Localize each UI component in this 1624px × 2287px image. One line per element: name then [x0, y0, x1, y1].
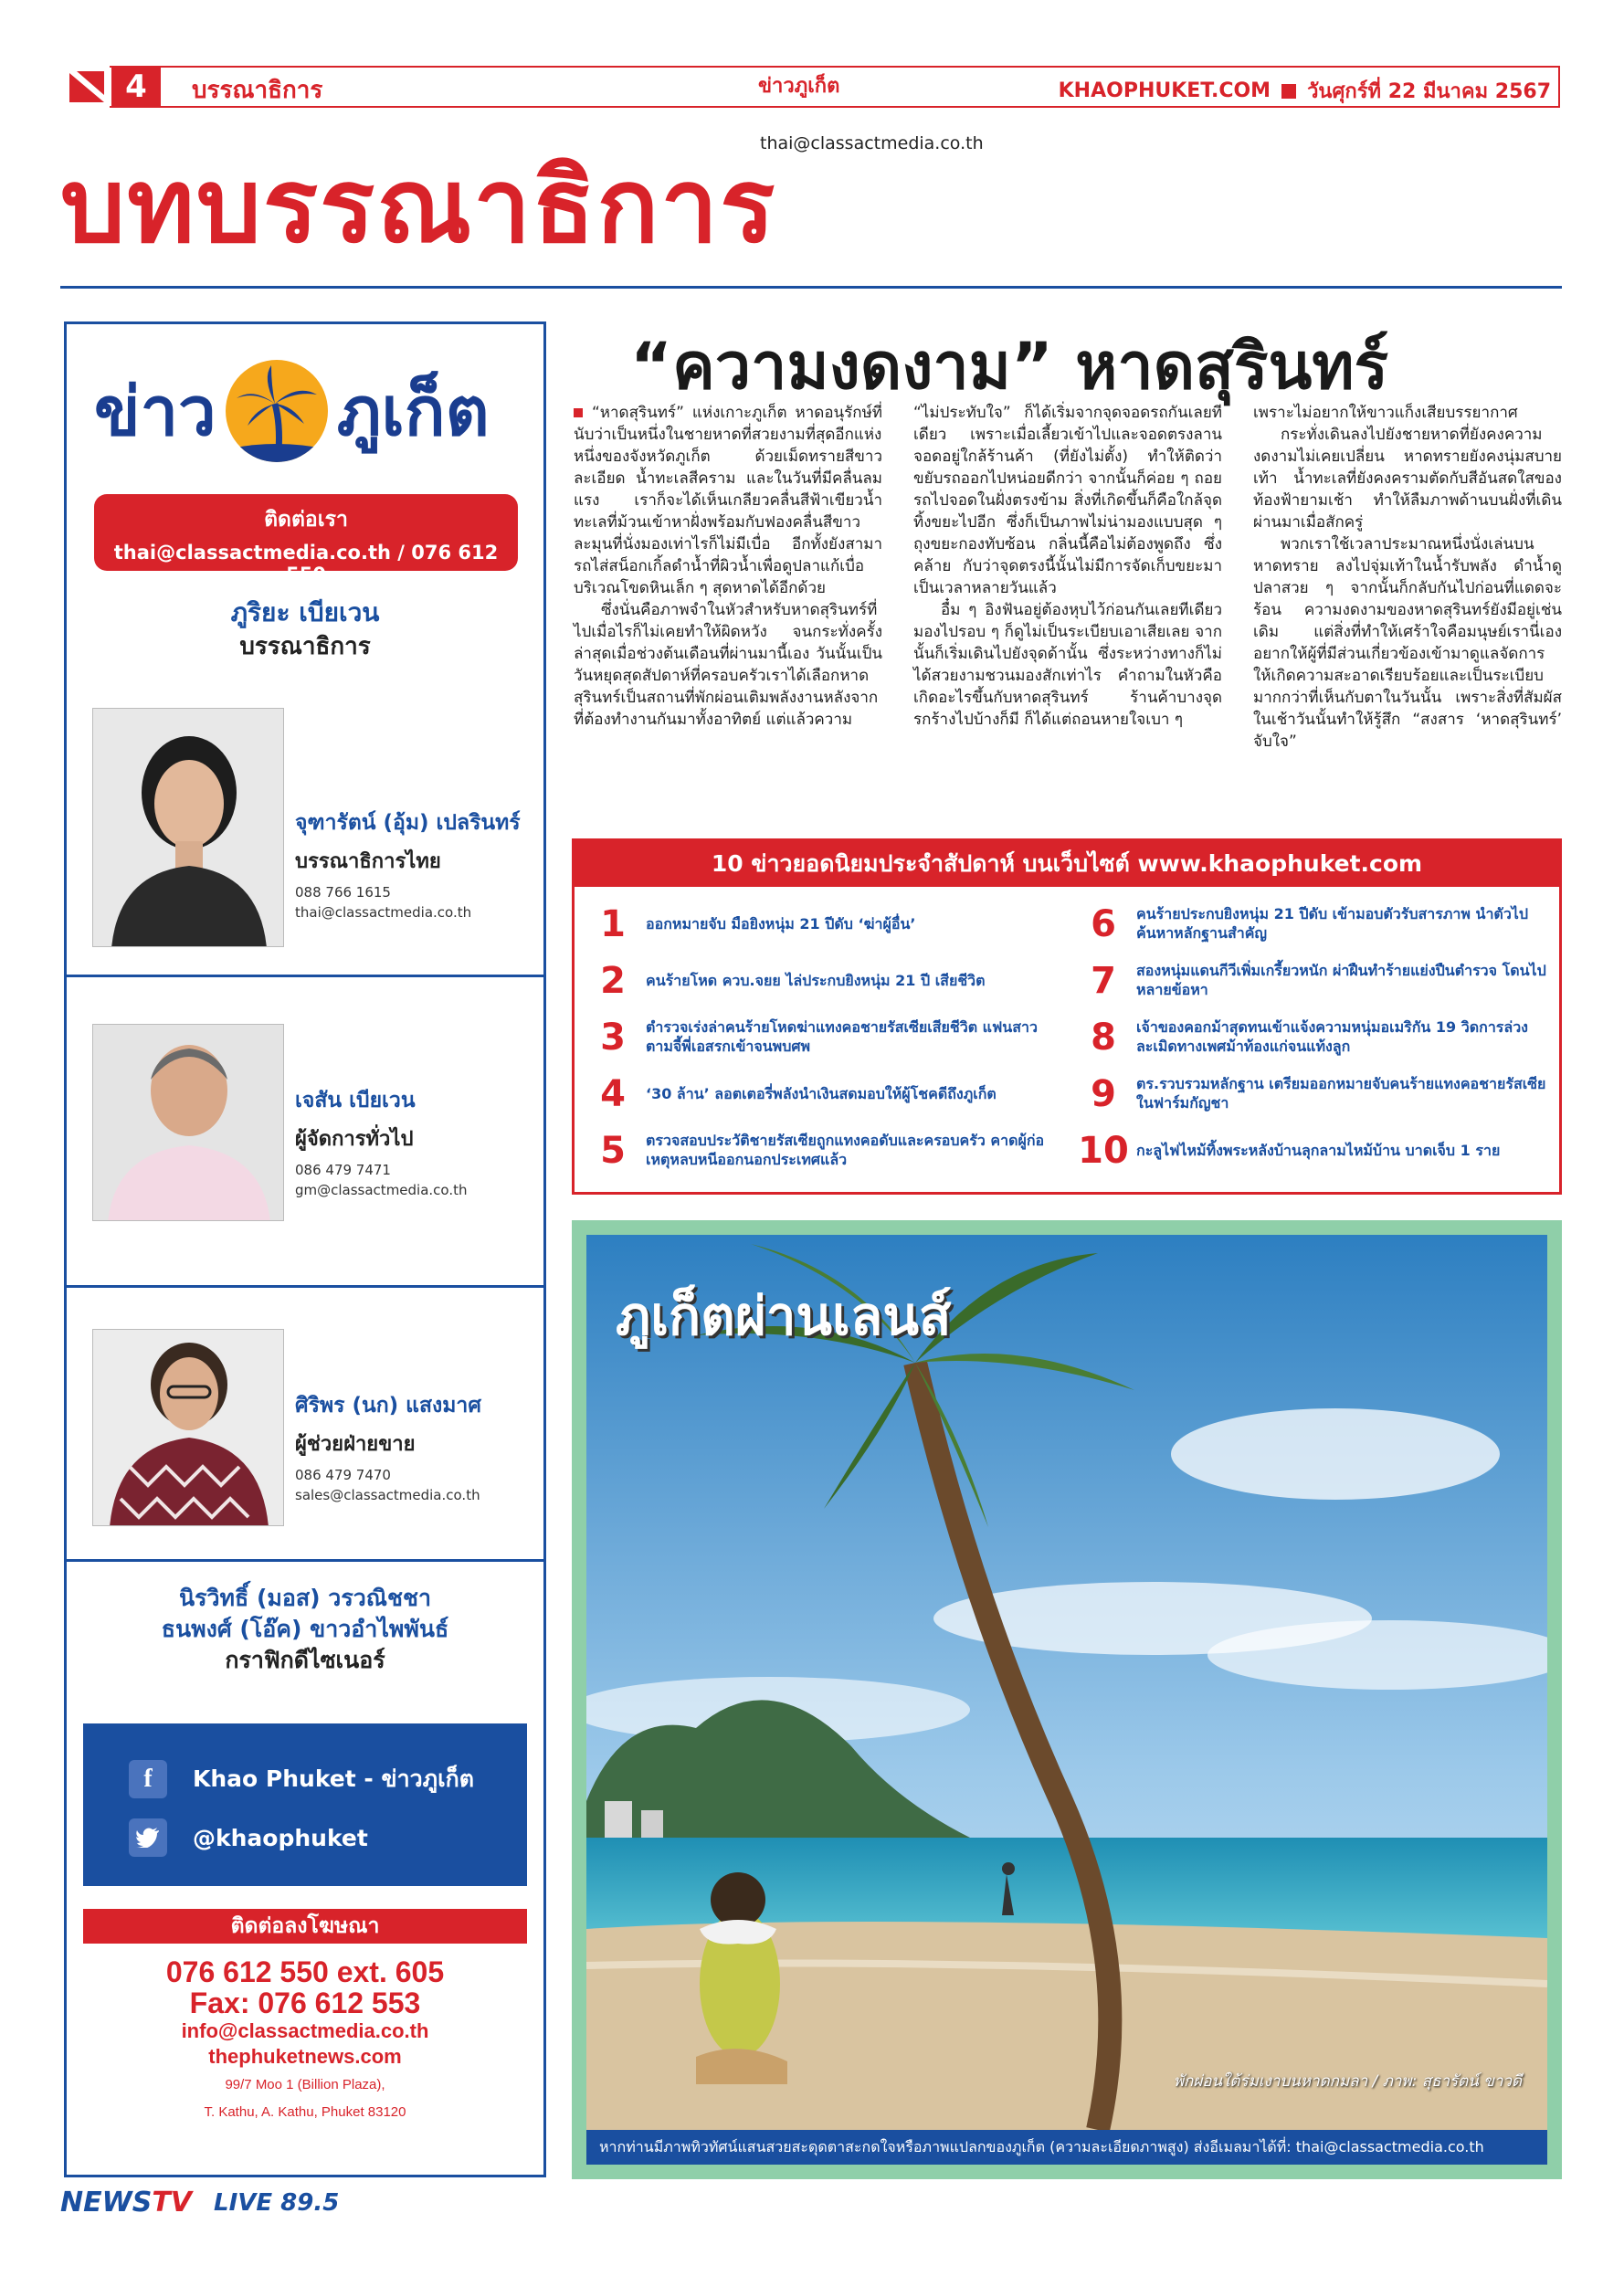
editor-role: บรรณาธิการ: [239, 633, 371, 660]
article-column: [574, 402, 882, 818]
article-paragraph: “ไม่ประทับใจ” ก็ได้เริ่มจากจุดจอดรถกันเลยทีเดียว เพราะเมื่อเลี้ยวเข้าไปและจอดตรงลานจอดอยู่ใกล้ร้านค้า (ที่ยังไม่ตั้ง) ทำให้ติดว่าขยับรถออกไปหน่อยดีกว่า จากนั้นก็ค่อย ๆ ถอยรถไปจอดในฝั่งตรงข้าม สิ่งที่เกิดขึ้นก็คือใกล้จุดทิ้งขยะไปอีก ซึ่งก็เป็นภาพไม่น่ามองแบบสุด ๆ ถุงขยะกองทับซ้อน กลิ่นนี้คือไม่ต้องพูดถึง ซึ่งคล้าย กับว่าจุดตรงนี้นั้นไม่มีการจัดเก็บขยะมาเป็นเวลาหลายวันแล้ว: [913, 404, 1222, 597]
staff-phone: 086 479 7471: [295, 1162, 391, 1178]
ad-contact-details: [67, 1957, 543, 2124]
section-name: บรรณาธิการ: [192, 77, 323, 104]
article-paragraph: พวกเราใช้เวลาประมาณหนึ่งนั่งเล่นบนหาดทราย ลงไปจุ่มเท้าในน้ำรับพลัง ดำน้ำดูปลาสวย ๆ จากนั้นก็กลับกันไปก่อนที่แดดจะร้อน ความงดงามของหาดสุรินทร์ยังมีอยู่เช่นเดิม แต่สิ่งที่ทำให้เศร้าใจคือมนุษย์เรานี่เอง อยากให้ผู้ที่มีส่วนเกี่ยวข้องเข้ามาดูแลจัดการให้เกิดความสะอาดเรียบร้อยและเป็นระเบียบมากกว่าที่เห็นกับตาในวันนั้น เพราะสิ่งที่สัมผัสในเช้าวันนั้นทำให้รู้สึก “สงสาร ‘หาดสุรินทร์’ จับใจ”: [1253, 535, 1562, 751]
title-divider: [60, 286, 1562, 289]
page-number: 4: [111, 66, 161, 108]
top-news-item[interactable]: [1078, 1009, 1546, 1066]
photo-caption: พักผ่อนใต้ร่มเงาบนหาดกมลา / ภาพ: สุธารัตน์ ขาวดี: [1173, 2072, 1522, 2091]
brand-logo: [94, 357, 490, 465]
rank-number: 4: [600, 1073, 626, 1115]
headline: ตรวจสอบประวัติชายรัสเซียถูกแทงคอดับและครอบครัว คาดผู้ก่อเหตุหลบหนีออกนอกประเทศแล้ว: [646, 1132, 1045, 1168]
top-news-item[interactable]: [587, 953, 1056, 1009]
address-line-2: T. Kathu, A. Kathu, Phuket 83120: [204, 2104, 406, 2121]
staff-divider: [67, 1559, 543, 1562]
headline: ออกหมายจับ มือยิงหนุ่ม 21 ปีดับ ‘ฆ่าผู้อื่น’: [646, 914, 916, 933]
contact-value: thai@classactmedia.co.th / 076 612 550: [113, 542, 499, 585]
staff-email: gm@classactmedia.co.th: [295, 1182, 468, 1198]
facebook-label: Khao Phuket - ข่าวภูเก็ต: [193, 1765, 475, 1792]
headline: คนร้ายประกบยิงหนุ่ม 21 ปีดับ เข้ามอบตัวรับสารภาพ นำตัวไปค้นหาหลักฐานสำคัญ: [1136, 905, 1528, 942]
graphic-designers: [67, 1583, 543, 1675]
address-line-1: 99/7 Moo 1 (Billion Plaza),: [225, 2077, 385, 2093]
staff-photo: [92, 708, 284, 947]
top-news-item[interactable]: [1078, 1066, 1546, 1122]
page-title: บทบรรณาธิการ: [60, 147, 777, 266]
rank-number: 1: [600, 903, 626, 945]
rank-number: 8: [1091, 1017, 1116, 1059]
footer-logos: [60, 2187, 339, 2218]
staff-email: thai@classactmedia.co.th: [295, 904, 472, 921]
staff-name: ศิริพร (นก) แสงมาศ: [295, 1394, 481, 1418]
masthead-mini: ข่าวภูเก็ต: [758, 75, 840, 98]
article-column: [913, 402, 1222, 818]
staff-photo: [92, 1024, 284, 1221]
staff-info: [295, 806, 521, 921]
top-news-item[interactable]: [1078, 953, 1546, 1009]
rank-number: 7: [1091, 960, 1116, 1002]
staff-phone: 086 479 7470: [295, 1467, 391, 1483]
article-title: “ความงดงาม” หาดสุรินทร์: [630, 329, 1389, 404]
top-news-heading: 10 ข่าวยอดนิยมประจำสัปดาห์ บนเว็บไซต์ www.khaophuket.com: [575, 841, 1559, 887]
top-news-item[interactable]: [587, 1066, 1056, 1122]
designer-name: นิรวิทธิ์ (มอส) วรวณิชชา: [179, 1585, 431, 1611]
brand-left: ข่าว: [94, 373, 216, 451]
staff-email: sales@classactmedia.co.th: [295, 1487, 480, 1503]
brand-right: ภูเก็ต: [336, 373, 490, 451]
ad-fax: Fax: 076 612 553: [189, 1986, 421, 2019]
staff-photo: [92, 1329, 284, 1526]
issue-date: วันศุกร์ที่ 22 มีนาคม 2567: [1307, 80, 1551, 103]
staff-info: [295, 1084, 468, 1198]
ad-contact-heading: ติดต่อลงโฆษณา: [83, 1909, 527, 1944]
contact-label: ติดต่อเรา: [264, 508, 348, 532]
facebook-link[interactable]: [129, 1760, 474, 1798]
ad-website[interactable]: thephuketnews.com: [208, 2044, 402, 2068]
staff-divider: [67, 975, 543, 977]
top-news-item[interactable]: [587, 1122, 1056, 1179]
headline: คนร้ายโหด ควบ.จยย ไล่ประกบยิงหนุ่ม 21 ปี เสียชีวิต: [646, 971, 986, 989]
headline: กะลูไฟไหม้ทิ้งพระหลังบ้านลุกลามไหม้บ้าน บาดเจ็บ 1 ราย: [1136, 1141, 1501, 1159]
designer-role: กราฟิกดีไซเนอร์: [225, 1646, 385, 1673]
sidebar: [64, 321, 546, 2177]
staff-role: บรรณาธิการไทย: [295, 850, 441, 873]
article-paragraph: ซึ่งนั่นคือภาพจำในหัวสำหรับหาดสุรินทร์ที่ไปเมื่อไรก็ไม่เคยทำให้ผิดหวัง จนกระทั่งครั้งล่าสุดเมื่อช่วงต้นเดือนที่ผ่านมานี้เอง วันนั้นเป็นวันหยุดสุดสัปดาห์ที่ครอบครัวเราได้เลือกหาดสุรินทร์เป็นสถานที่พักผ่อนเติมพลังงานหลังจากที่ต้องทำงานกันมาทั้งอาทิตย์ แต่แล้วความ: [574, 601, 882, 729]
staff-name: จุฑารัตน์ (อุ้ม) เปลรินทร์: [295, 811, 521, 835]
headline: ตร.รวบรวมหลักฐาน เตรียมออกหมายจับคนร้ายแทงคอชายรัสเซียในฟาร์มกัญชา: [1136, 1075, 1546, 1112]
top-news-item[interactable]: [587, 1009, 1056, 1066]
headline: ‘30 ล้าน’ ลอตเตอรี่พลังนำเงินสดมอบให้ผู้โชคดีถึงภูเก็ต: [646, 1084, 997, 1102]
twitter-label: @khaophuket: [193, 1824, 368, 1851]
news-tv-logo: NEWSTV: [60, 2187, 192, 2218]
facebook-icon: f: [129, 1760, 167, 1798]
rank-number: 3: [600, 1017, 626, 1059]
photo-feature: [572, 1220, 1562, 2179]
headline: ตำรวจเร่งล่าคนร้ายโหดฆ่าแทงคอชายรัสเซียเสียชีวิต แฟนสาวตามจี้พี่เอสรกเข้าจนพบศพ: [646, 1018, 1038, 1055]
top-news-list: [575, 896, 1559, 1179]
top-news-item[interactable]: [587, 896, 1056, 953]
staff-phone: 088 766 1615: [295, 884, 391, 901]
article-paragraph: อื๋ม ๆ อิงฟันอยู่ต้องหุบไว้ก่อนกันเลยทีเดียว มองไปรอบ ๆ ก็ดูไม่เป็นระเบียบเอาเสียเลย จากนั้นก็เริ่มเดินไปยังจุดด้านั้น ซึ่งระหว่างทางก็ไม่ได้สวยงามชวนมองสักเท่าไร คำถามในหัวคือเกิดอะไรขึ้นกับหาดสุรินทร์ ร้านค้าบางจุดรกร้างไปบ้างก็มี ก็ได้แต่ถอนหายใจเบา ๆ: [913, 601, 1222, 729]
square-bullet-icon: [1281, 84, 1296, 99]
site-and-date: [1059, 75, 1551, 107]
top-news-box: [572, 838, 1562, 1195]
header-email: thai@classactmedia.co.th: [760, 133, 984, 153]
top-news-item[interactable]: [1078, 896, 1546, 953]
article-paragraph: กระทั่งเดินลงไปยังชายหาดที่ยังคงความงดงามไม่เคยเปลี่ยน หาดทรายยังคงนุ่มสบายเท้า น้ำทะเลที่ยังคงครามตัดกับสีอันสดใสของท้องฟ้ายามเช้า ทำให้ลืมภาพด้านบนฝั่งที่เดินผ่านมาเมื่อสักครู่: [1253, 426, 1562, 532]
staff-role: ผู้ช่วยฝ่ายขาย: [295, 1433, 416, 1456]
article-paragraph: “หาดสุรินทร์” แห่งเกาะภูเก็ต หาดอนุรักษ์ที่นับว่าเป็นหนึ่งในชายหาดที่สวยงามที่สุดอีกแห่งหนึ่งของจังหวัดภูเก็ต ด้วยเม็ดทรายสีขาวละเอียด น้ำทะเลสีคราม และในวันที่มีคลื่นลมแรง เราก็จะได้เห็นเกลียวคลื่นสีฟ้าเขียวน้ำทะเลที่ม้วนเข้าหาฝั่งพร้อมกับฟองคลื่นสีขาวละมุนที่นั่งมองเท่าไรก็ไม่มีเบื่อ อีกทั้งยังสามารถไส่สน็อกเกิ้ลดำน้ำที่ผิวน้ำเพื่อดูปลาแก้เบื่อบริเวณโขดหินเล็ก ๆ สุดหาดได้อีกด้วย: [574, 404, 882, 597]
site-name: KHAOPHUKET.COM: [1058, 79, 1271, 102]
staff-role: ผู้จัดการทั่วไป: [295, 1128, 414, 1151]
headline: สองหนุ่มแดนกีวีเพิ่มเกรี้ยวหนัก ผ่าฝืนทำร้ายแย่งปืนตำรวจ โดนไปหลายข้อหา: [1136, 962, 1546, 998]
live-radio-logo: LIVE 89.5: [214, 2188, 340, 2217]
rank-number: 9: [1091, 1073, 1116, 1115]
rank-number: 5: [600, 1130, 626, 1172]
bullet-icon: [574, 408, 583, 417]
beach-photo: [586, 1235, 1547, 2130]
social-box: [83, 1723, 527, 1886]
article-paragraph: เพราะไม่อยากให้ขาวแก็งเสียบรรยากาศ: [1253, 404, 1518, 422]
article-column: [1253, 402, 1562, 818]
ad-phone: 076 612 550 ext. 605: [165, 1955, 445, 1988]
article-body: [574, 402, 1562, 818]
photo-submission-note: หากท่านมีภาพทิวทัศน์แสนสวยสะดุดตาสะกดใจหรือภาพแปลกของภูเก็ต (ความละเอียดภาพสูง) ส่งอีเมลมาได้ที่: thai@classactmedia.co.th: [586, 2130, 1547, 2165]
top-news-item[interactable]: [1078, 1122, 1546, 1179]
staff-info: [295, 1389, 481, 1503]
palm-sun-icon: [226, 360, 328, 462]
headline: เจ้าของคอกม้าสุดทนเข้าแจ้งความหนุ่มอเมริกัน 19 วิดการล่วงละเมิดทางเพศม้าท้องแก่จนแท้งลูก: [1136, 1018, 1528, 1055]
photo-title: ภูเก็ตผ่านเลนส์: [616, 1285, 952, 1347]
corner-logo-icon: [64, 66, 110, 108]
rank-number: 10: [1078, 1130, 1129, 1172]
staff-name: เจสัน เบียเวน: [295, 1089, 416, 1112]
twitter-icon: [129, 1818, 167, 1857]
rank-number: 6: [1091, 903, 1116, 945]
twitter-link[interactable]: [129, 1818, 368, 1857]
ad-email[interactable]: info@classactmedia.co.th: [181, 2019, 429, 2043]
staff-divider: [67, 1285, 543, 1288]
contact-box: [94, 494, 518, 585]
editor-name: ภูริยะ เบียเวน: [230, 597, 380, 627]
designer-name: ธนพงศ์ (โอ๊ค) ขาวอำไพพันธ์: [161, 1615, 449, 1642]
rank-number: 2: [600, 960, 626, 1002]
